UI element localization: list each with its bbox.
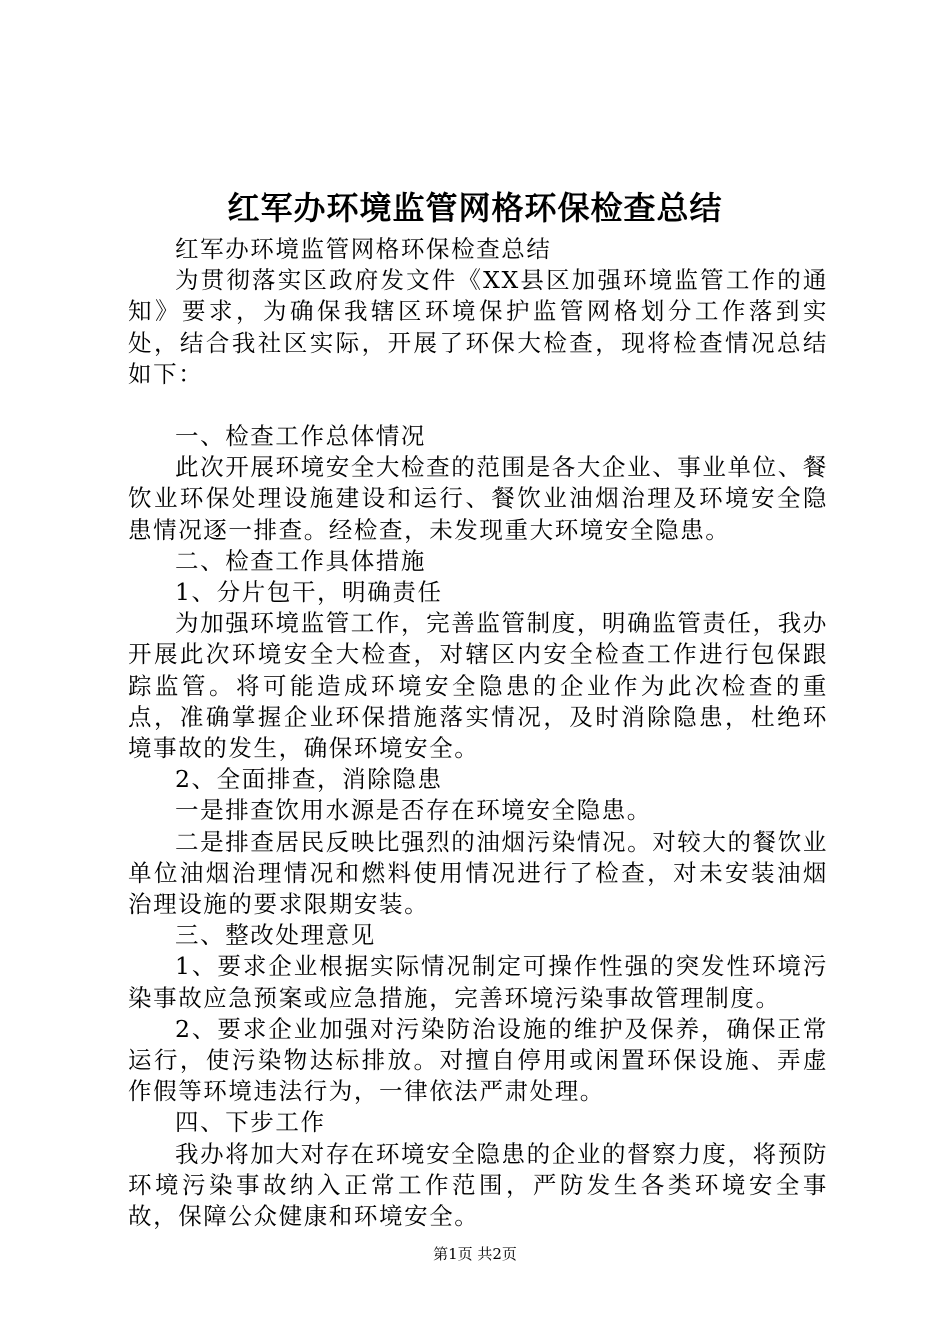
page-footer: 第1页 共2页 [433,1245,517,1263]
body-paragraph: 2、要求企业加强对污染防治设施的维护及保养，确保正常运行，使污染物达标排放。对擅自停用或闲置环保设施、弄虚作假等环境违法行为，一律依法严肃处理。 [128,1014,828,1106]
section-heading-3: 三、整改处理意见 [175,921,376,950]
document-body [128,234,828,1232]
body-paragraph: 1、要求企业根据实际情况制定可操作性强的突发性环境污染事故应急预案或应急措施，完善环境污染事故管理制度。 [128,952,828,1012]
body-paragraph: 二是排查居民反映比强烈的油烟污染情况。对较大的餐饮业单位油烟治理情况和燃料使用情况进行了检查，对未安装油烟治理设施的要求限期安装。 [128,827,828,919]
body-paragraph: 我办将加大对存在环境安全隐患的企业的督察力度，将预防环境污染事故纳入正常工作范围，严防发生各类环境安全事故，保障公众健康和环境安全。 [128,1139,828,1231]
subsection-heading: 1、分片包干，明确责任 [175,578,443,607]
body-paragraph: 一是排查饮用水源是否存在环境安全隐患。 [175,796,652,825]
section-heading-2: 二、检查工作具体措施 [175,546,426,575]
subsection-heading: 2、全面排查，消除隐患 [175,765,443,794]
body-paragraph-intro: 为贯彻落实区政府发文件《XX县区加强环境监管工作的通知》要求，为确保我辖区环境保护监管网格划分工作落到实处，结合我社区实际，开展了环保大检查，现将检查情况总结如下： [128,266,828,388]
body-paragraph: 为加强环境监管工作，完善监管制度，明确监管责任，我办开展此次环境安全大检查，对辖区内安全检查工作进行包保跟踪监管。将可能造成环境安全隐患的企业作为此次检查的重点，准确掌握企业环保措施落实情况，及时消除隐患，杜绝环境事故的发生，确保环境安全。 [128,609,828,763]
section-heading-4: 四、下步工作 [175,1108,326,1137]
section-heading-1: 一、检查工作总体情况 [175,422,426,451]
body-paragraph: 此次开展环境安全大检查的范围是各大企业、事业单位、餐饮业环保处理设施建设和运行、餐饮业油烟治理及环境安全隐患情况逐一排查。经检查，未发现重大环境安全隐患。 [128,453,828,544]
document-title: 红军办环境监管网格环保检查总结 [227,189,723,227]
body-paragraph-subtitle: 红军办环境监管网格环保检查总结 [175,235,552,263]
